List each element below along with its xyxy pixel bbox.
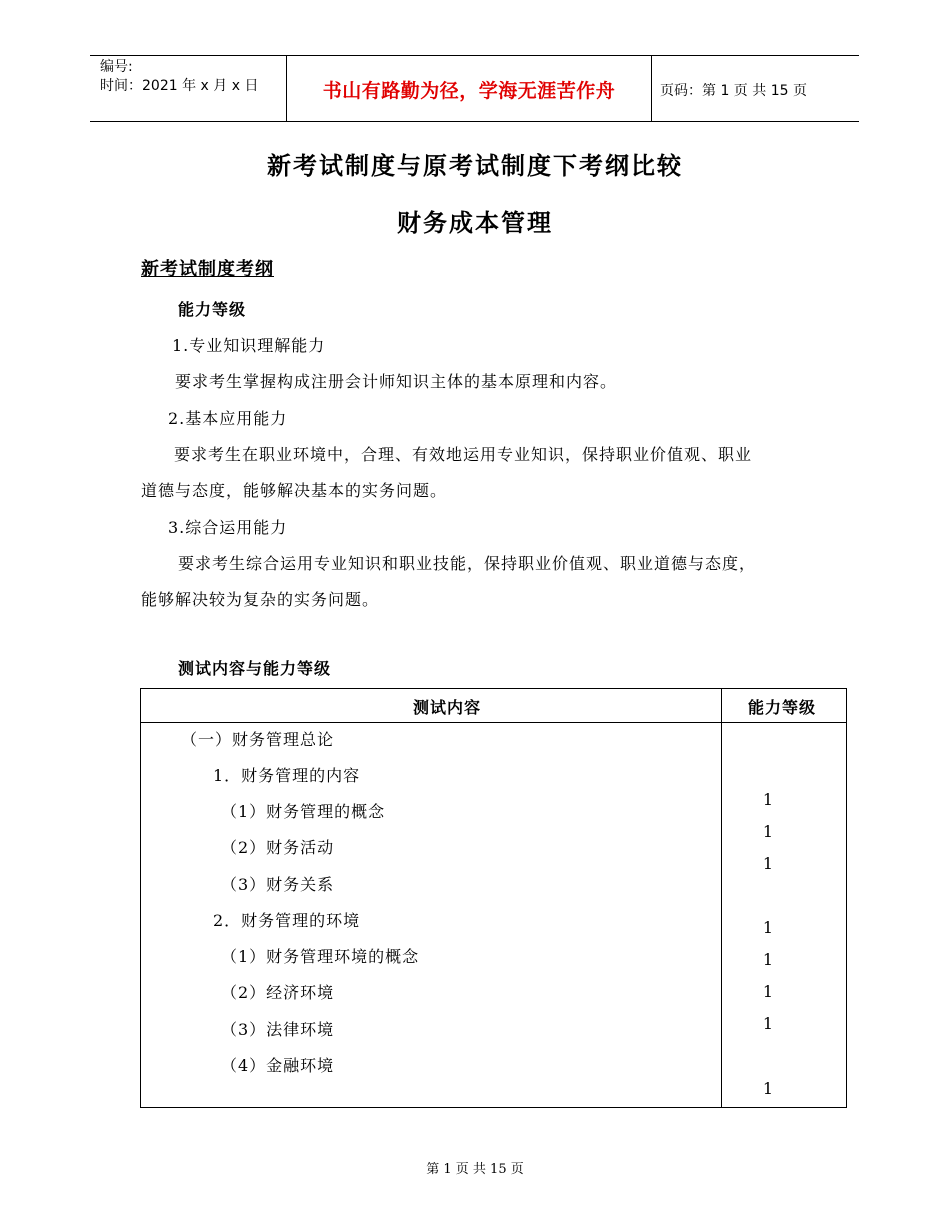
table-column-divider (721, 689, 722, 1107)
ability-heading: 能力等级 (178, 300, 247, 319)
document-subtitle: 财务成本管理 (397, 208, 553, 237)
level-value: 1 (762, 982, 774, 1001)
ability-item1-text: 要求考生掌握构成注册会计师知识主体的基本原理和内容。 (175, 372, 618, 391)
table-header-rule (141, 722, 846, 723)
ability-item2-text-2: 道德与态度，能够解决基本的实务问题。 (141, 481, 448, 500)
table-row: （4）金融环境 (221, 1056, 335, 1075)
ability-item3-title: 3.综合运用能力 (168, 518, 288, 537)
table-row: 1．财务管理的内容 (213, 766, 361, 785)
document-number-label: 编号: (100, 59, 133, 75)
table-row: （3）财务关系 (221, 875, 335, 894)
table-row: （1）财务管理环境的概念 (221, 947, 420, 966)
header-divider-right (651, 55, 652, 121)
header-top-rule (90, 55, 859, 56)
header-meta (100, 58, 258, 96)
table-row: （3）法律环境 (221, 1020, 335, 1039)
table-header-content: 测试内容 (413, 698, 482, 717)
level-value: 1 (762, 854, 774, 873)
table-section-heading: 测试内容与能力等级 (178, 659, 332, 678)
document-time-label: 时间：2021 年 x 月 x 日 (100, 78, 259, 94)
ability-item3-text-1: 要求考生综合运用专业知识和职业技能，保持职业价值观、职业道德与态度， (178, 554, 757, 573)
ability-item3-text-2: 能够解决较为复杂的实务问题。 (141, 590, 380, 609)
table-row: （一）财务管理总论 (181, 730, 335, 749)
table-row: （2）财务活动 (221, 838, 335, 857)
header-page-info: 页码：第 1 页 共 15 页 (660, 83, 807, 99)
document-title: 新考试制度与原考试制度下考纲比较 (267, 151, 683, 180)
ability-item2-text-1: 要求考生在职业环境中，合理、有效地运用专业知识，保持职业价值观、职业 (174, 445, 753, 464)
table-row: （2）经济环境 (221, 983, 335, 1002)
section-heading: 新考试制度考纲 (141, 259, 274, 280)
level-value: 1 (762, 790, 774, 809)
table-row: 2．财务管理的环境 (213, 911, 361, 930)
table-row: （1）财务管理的概念 (221, 802, 386, 821)
level-value: 1 (762, 950, 774, 969)
header-bottom-rule (90, 121, 859, 122)
ability-item1-title: 1.专业知识理解能力 (172, 336, 326, 355)
header-divider-left (286, 55, 287, 121)
content-level-table (140, 688, 847, 1108)
table-header-level: 能力等级 (748, 698, 817, 717)
ability-item2-title: 2.基本应用能力 (168, 409, 288, 428)
header-motto: 书山有路勤为径，学海无涯苦作舟 (322, 80, 616, 102)
level-value: 1 (762, 1014, 774, 1033)
level-value: 1 (762, 822, 774, 841)
level-value: 1 (762, 918, 774, 937)
page-footer: 第 1 页 共 15 页 (426, 1162, 524, 1177)
level-value: 1 (762, 1079, 774, 1098)
